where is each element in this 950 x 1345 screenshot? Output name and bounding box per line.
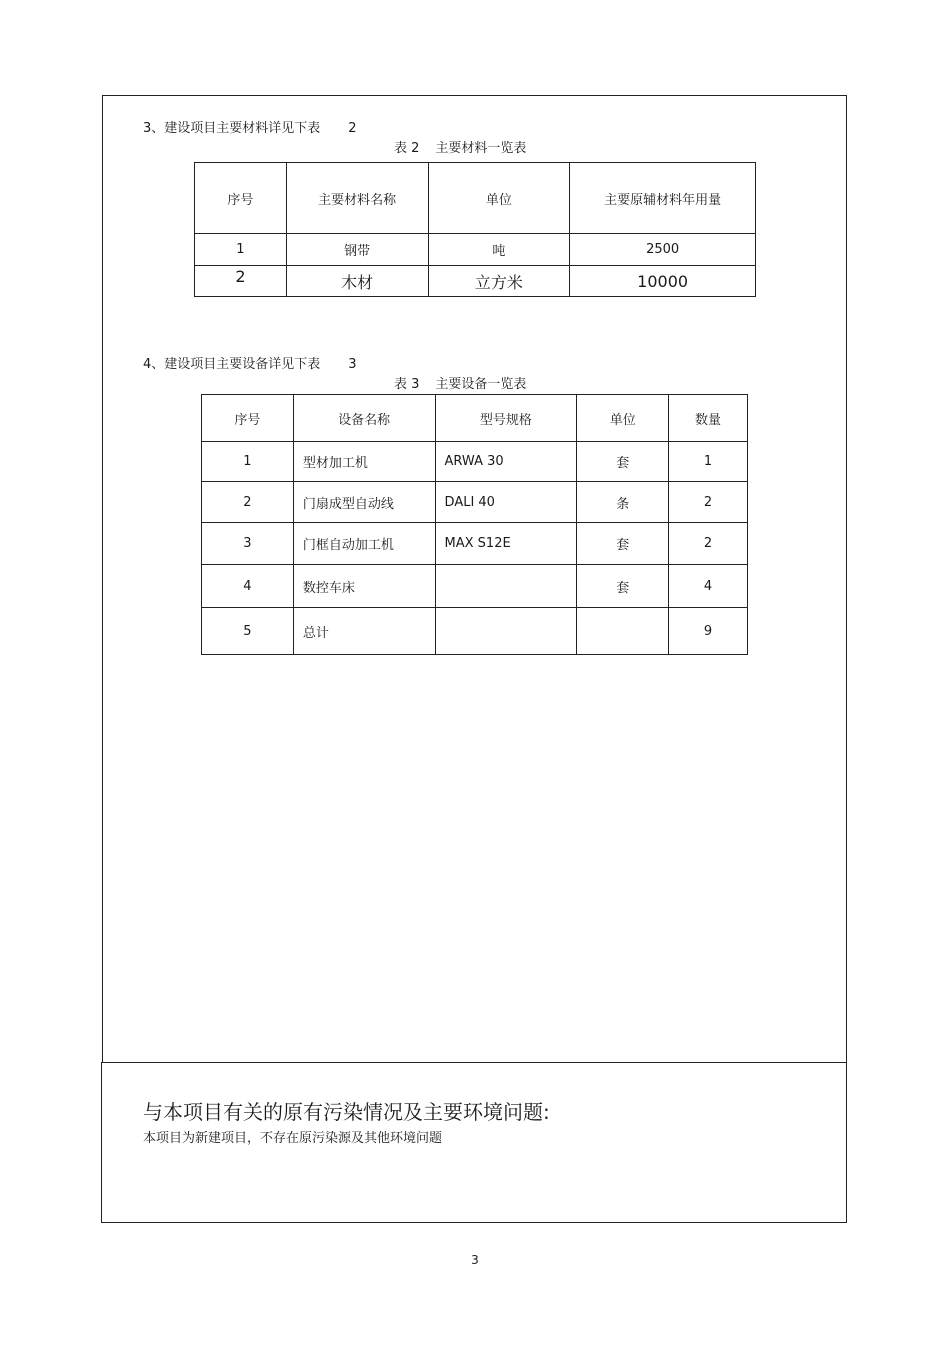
table-cell: 总计 [293, 608, 435, 655]
table-cell [435, 565, 577, 608]
table-cell: MAX S12E [435, 523, 577, 565]
table-2-caption-title: 主要材料一览表 [435, 141, 527, 156]
table-cell: 套 [577, 523, 669, 565]
table-cell: 立方米 [428, 266, 570, 297]
materials-table [194, 162, 756, 297]
table-2-caption [394, 137, 526, 156]
header-cell: 数量 [669, 395, 748, 442]
table-cell: 套 [577, 442, 669, 482]
table-row [202, 482, 748, 523]
table-cell: 2 [195, 266, 287, 297]
table-total-row [202, 608, 748, 655]
table-cell: 型材加工机 [293, 442, 435, 482]
table-cell: 1 [669, 442, 748, 482]
table-row [202, 565, 748, 608]
table-row [202, 523, 748, 565]
table-cell: 2 [669, 482, 748, 523]
section-4-line [143, 353, 357, 372]
section-3-text: 3、建设项目主要材料详见下表 [143, 121, 321, 136]
table-header-row [195, 163, 756, 234]
table-cell: 2 [669, 523, 748, 565]
section-4-text: 4、建设项目主要设备详见下表 [143, 357, 321, 372]
table-cell: 4 [202, 565, 294, 608]
table-cell [577, 608, 669, 655]
table-cell: ARWA 30 [435, 442, 577, 482]
header-cell: 主要材料名称 [286, 163, 428, 234]
header-cell: 单位 [428, 163, 570, 234]
table-3-caption-title: 主要设备一览表 [435, 377, 527, 392]
table-cell: DALI 40 [435, 482, 577, 523]
section-3-table-number: 2 [348, 121, 357, 136]
table-3-caption [394, 373, 526, 392]
table-cell: 1 [202, 442, 294, 482]
equipment-table [201, 394, 748, 655]
pollution-text: 本项目为新建项目，不存在原污染源及其他环境问题 [143, 1131, 443, 1146]
table-cell [435, 608, 577, 655]
header-cell: 型号规格 [435, 395, 577, 442]
table-header-row [202, 395, 748, 442]
pollution-heading: 与本项目有关的原有污染情况及主要环境问题: [143, 1100, 550, 1124]
page-number: 3 [471, 1253, 479, 1267]
table-cell: 门扇成型自动线 [293, 482, 435, 523]
section-4-table-number: 3 [348, 357, 357, 372]
table-cell: 门框自动加工机 [293, 523, 435, 565]
table-cell: 9 [669, 608, 748, 655]
header-cell: 序号 [202, 395, 294, 442]
table-cell: 2500 [570, 234, 756, 266]
header-cell: 主要原辅材料年用量 [570, 163, 756, 234]
table-2-caption-label: 表 2 [394, 141, 420, 156]
table-cell: 木材 [286, 266, 428, 297]
table-row [202, 442, 748, 482]
table-row [195, 266, 756, 297]
table-cell: 套 [577, 565, 669, 608]
header-cell: 序号 [195, 163, 287, 234]
table-cell: 条 [577, 482, 669, 523]
section-3-line [143, 117, 357, 136]
header-cell: 单位 [577, 395, 669, 442]
table-cell: 2 [202, 482, 294, 523]
table-row [195, 234, 756, 266]
table-cell: 10000 [570, 266, 756, 297]
table-cell: 钢带 [286, 234, 428, 266]
table-3-caption-label: 表 3 [394, 377, 420, 392]
header-cell: 设备名称 [293, 395, 435, 442]
table-cell: 3 [202, 523, 294, 565]
table-cell: 数控车床 [293, 565, 435, 608]
table-cell: 吨 [428, 234, 570, 266]
table-cell: 1 [195, 234, 287, 266]
table-cell: 4 [669, 565, 748, 608]
table-cell: 5 [202, 608, 294, 655]
